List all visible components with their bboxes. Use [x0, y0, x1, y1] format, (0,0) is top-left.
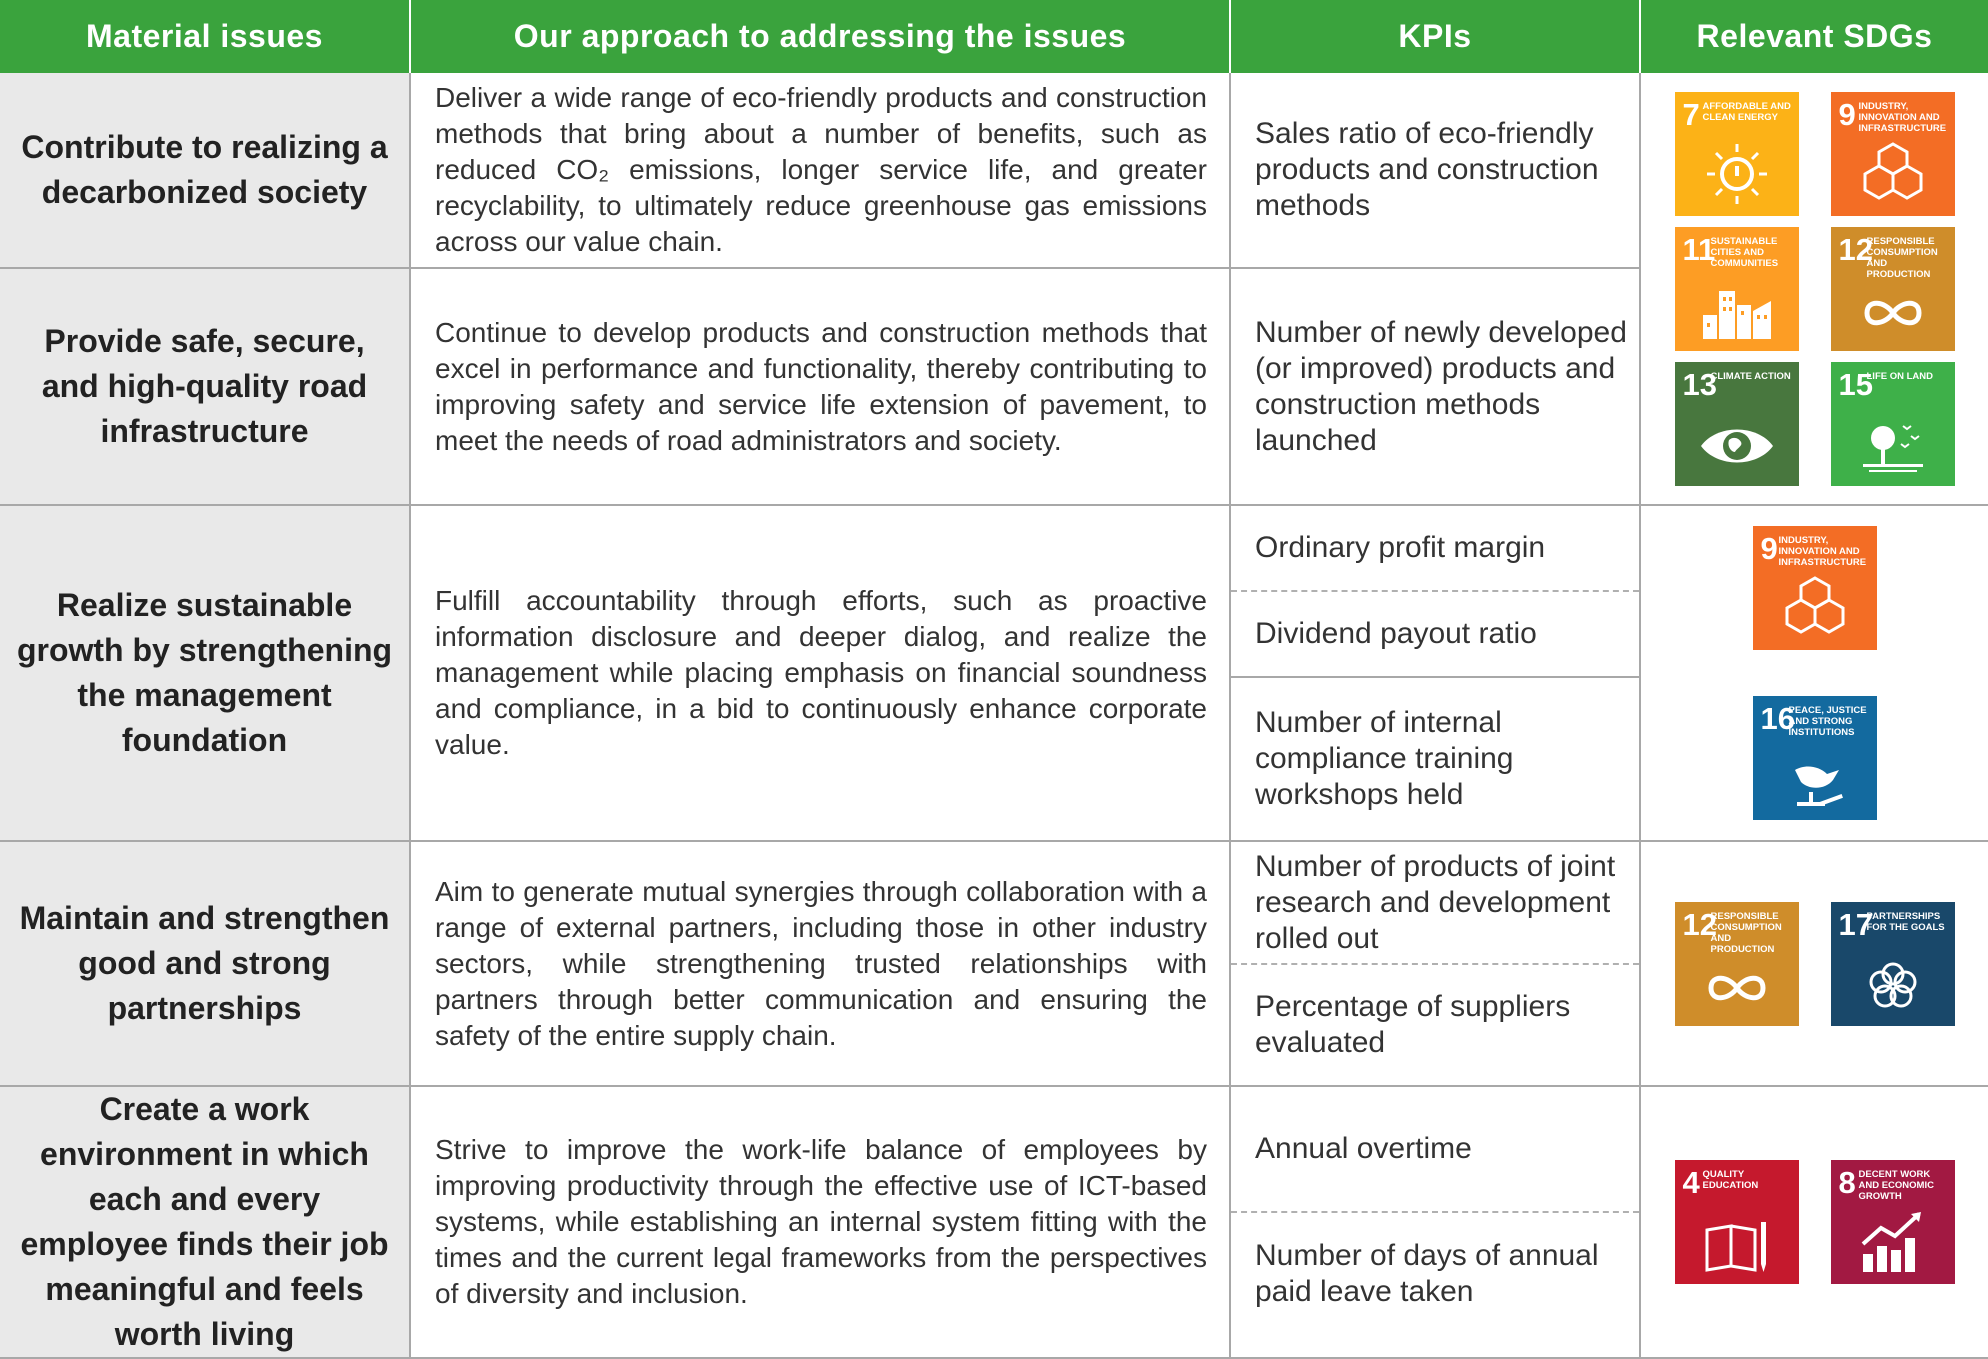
eye-globe-icon	[1697, 406, 1777, 478]
sdg-12-badge: 12 RESPONSIBLE CONSUMPTION AND PRODUCTION	[1831, 227, 1955, 351]
kpi-item: Percentage of suppliers evaluated	[1255, 990, 1571, 1059]
kpi-cell	[1230, 268, 1640, 505]
book-pencil-icon	[1697, 1204, 1777, 1276]
city-icon	[1697, 271, 1777, 343]
header-approach: Our approach to addressing the issues	[410, 0, 1230, 73]
kpi-item: Annual overtime	[1231, 1087, 1639, 1213]
kpi-item: Number of days of annual paid leave taken	[1255, 1239, 1599, 1308]
table-row	[0, 1086, 1988, 1358]
kpi-item: Number of internal compliance training workshops held	[1255, 706, 1514, 811]
header-material-issues: Material issues	[0, 0, 410, 73]
sdg-cell	[1640, 73, 1988, 505]
approach-text: Fulfill accountability through efforts, such as proactive information disclosure and deeper dialog, and realize the management while placing emphasis on financial soundness and compliance, in a bid to continuously enhance corporate value.	[410, 505, 1230, 841]
kpi-item: Number of newly developed (or improved) products and construction methods launched	[1255, 315, 1627, 457]
infinity-icon	[1697, 946, 1777, 1018]
material-issue: Provide safe, secure, and high-quality road infrastructure	[0, 268, 410, 505]
dove-gavel-icon	[1775, 740, 1855, 812]
material-issue: Contribute to realizing a decarbonized society	[0, 73, 410, 268]
sdg-7-badge: 7 AFFORDABLE AND CLEAN ENERGY	[1675, 92, 1799, 216]
sdg-9-badge: 9 INDUSTRY, INNOVATION AND INFRASTRUCTURE	[1831, 92, 1955, 216]
header-relevant-sdgs: Relevant SDGs	[1640, 0, 1988, 73]
sdg-8-badge: 8 DECENT WORK AND ECONOMIC GROWTH	[1831, 1160, 1955, 1284]
kpi-item: Number of products of joint research and development rolled out	[1231, 842, 1639, 965]
flower-rings-icon	[1853, 946, 1933, 1018]
sdg-12-badge: 12 RESPONSIBLE CONSUMPTION AND PRODUCTION	[1675, 902, 1799, 1026]
kpi-cell	[1230, 505, 1640, 841]
sdg-15-badge: 15 LIFE ON LAND	[1831, 362, 1955, 486]
approach-text: Strive to improve the work-life balance of employees by improving productivity through the effective use of ICT-based systems, while establishing an internal system fitting with the times and the current legal frameworks from the perspectives of diversity and inclusion.	[410, 1086, 1230, 1358]
table-row	[0, 841, 1988, 1086]
material-issue: Create a work environment in which each and every employee finds their job meaningful and feels worth living	[0, 1086, 410, 1358]
material-issue: Realize sustainable growth by strengthening the management foundation	[0, 505, 410, 841]
kpi-item: Ordinary profit margin	[1231, 506, 1639, 592]
table-row	[0, 505, 1988, 841]
kpi-cell	[1230, 73, 1640, 268]
sdg-17-badge: 17 PARTNERSHIPS FOR THE GOALS	[1831, 902, 1955, 1026]
cubes-icon	[1853, 136, 1933, 208]
sdg-16-badge: 16 PEACE, JUSTICE AND STRONG INSTITUTIONS	[1753, 696, 1877, 820]
cubes-icon	[1775, 570, 1855, 642]
sdg-11-badge: 11 SUSTAINABLE CITIES AND COMMUNITIES	[1675, 227, 1799, 351]
approach-text: Aim to generate mutual synergies through collaboration with a range of external partners, including those in other industry sectors, while strengthening trusted relationships with partners through better communication and ensuring the safety of the entire supply chain.	[410, 841, 1230, 1086]
kpi-cell	[1230, 1086, 1640, 1358]
header-kpis: KPIs	[1230, 0, 1640, 73]
sdg-4-badge: 4 QUALITY EDUCATION	[1675, 1160, 1799, 1284]
table-row	[0, 73, 1988, 268]
header-row	[0, 0, 1988, 73]
material-issue: Maintain and strengthen good and strong partnerships	[0, 841, 410, 1086]
kpi-item: Dividend payout ratio	[1231, 592, 1639, 678]
approach-text: Continue to develop products and construction methods that excel in performance and functionality, thereby contributing to improving safety and service life extension of pavement, to meet the needs of road administrators and society.	[410, 268, 1230, 505]
sdg-13-badge: 13 CLIMATE ACTION	[1675, 362, 1799, 486]
sdg-cell	[1640, 1086, 1988, 1358]
sun-power-icon	[1697, 136, 1777, 208]
tree-birds-icon	[1853, 406, 1933, 478]
kpi-item: Sales ratio of eco-friendly products and construction methods	[1255, 116, 1599, 222]
sdg-cell	[1640, 505, 1988, 841]
approach-text: Deliver a wide range of eco-friendly products and construction methods that bring about a number of benefits, such as reduced CO₂ emissions, longer service life, and greater recyclability, to ultimately reduce greenhouse gas emissions across our value chain.	[410, 73, 1230, 268]
sdg-cell	[1640, 841, 1988, 1086]
infinity-icon	[1853, 271, 1933, 343]
growth-chart-icon	[1853, 1204, 1933, 1276]
kpi-cell	[1230, 841, 1640, 1086]
sdg-9-badge: 9 INDUSTRY, INNOVATION AND INFRASTRUCTURE	[1753, 526, 1877, 650]
